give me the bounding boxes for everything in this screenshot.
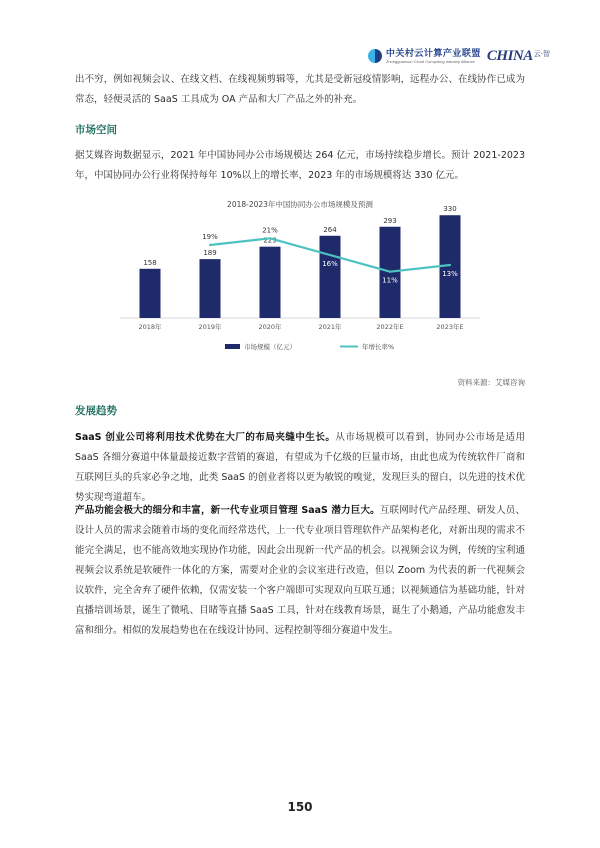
legend-bar-label: 市场规模（亿元） [244, 343, 296, 351]
china-logo-sup: 云·智 [533, 49, 550, 58]
bar-labels-group [143, 205, 456, 267]
bar-value-label-2: 229 [263, 236, 277, 245]
bar-2 [260, 247, 281, 318]
bar-0 [140, 269, 161, 318]
trend-paragraph-1-body: 从市场规模可以看到，协同办公市场是适用 SaaS 各细分赛道中体量最接近数字营销的赛道，有望成为千亿级的巨量市场，由此也成为传统软件厂商和互联网巨头的兵家必争之地，此类 SaaS 的创业者将以更为敏锐的嗅觉，发现巨头的留白，以先进的技术优势实现弯道超车。 [75, 432, 525, 503]
trend-paragraph-2-heading: 产品功能会极大的细分和丰富，新一代专业项目管理 SaaS 潜力巨大。 [75, 505, 380, 516]
x-tick-label-4: 2022年E [376, 323, 404, 331]
legend-line-label: 年增长率% [362, 343, 395, 351]
x-tick-label-2: 2020年 [258, 323, 282, 331]
alliance-logo-en: Zhongguancun Cloud Computing Industry Alliance [385, 58, 475, 64]
bar-1 [200, 259, 221, 318]
chart-legend [225, 342, 394, 351]
intro-paragraph: 出不穷，例如视频会议、在线文档、在线视频剪辑等，尤其是受新冠疫情影响，远程办公、在线协作已成为常态，轻便灵活的 SaaS 工具成为 OA 产品和大厂产品之外的补充。 [75, 74, 525, 105]
line-value-label-1: 19% [202, 233, 218, 241]
alliance-logo-icon [368, 49, 382, 63]
bars-group [140, 215, 461, 318]
x-ticks-group [138, 322, 463, 331]
chart-title: 2018-2023年中国协同办公市场规模及预测 [227, 200, 373, 209]
trend-paragraph-1 [75, 428, 525, 508]
market-paragraph: 据艾媒咨询数据显示，2021 年中国协同办公市场规模达 264 亿元，市场持续稳步增长。预计 2021-2023 年，中国协同办公行业将保持每年 10%以上的增长率，2023 年的市场规模将达 330 亿元。 [75, 150, 525, 181]
bar-3 [320, 236, 341, 318]
trend-paragraph-1-heading: SaaS 创业公司将利用技术优势在大厂的布局夹缝中生长。 [75, 432, 336, 443]
china-logo [487, 48, 550, 65]
china-logo-text: CHINA [486, 47, 533, 64]
trend-paragraph-2-body: 互联网时代产品经理、研发人员、设计人员的需求会随着市场的变化而经常迭代，上一代专业项目管理软件产品架构老化，对新出现的需求不能完全满足，也不能高效地实现协作功能，因此会出现新一代产品的机会。以视频会议为例，传统的宝利通视频会议系统是软硬件一体化的方案，需要对企业的会议室进行改造，但以 Zoom 为代表的新一代视频会议软件，完全舍弃了硬件依赖，仅需安装一个客户端即可实现双向互联互通；以视频通信为基础功能，针对直播培训场景，诞生了微吼、目睹等直播 SaaS 工具，针对在线教育场景，诞生了小鹅通，产品功能愈发丰富和细分。相似的发展趋势也在在线设计协同、远程控制等细分赛道中发生。 [75, 505, 525, 636]
bar-value-label-0: 158 [143, 258, 157, 267]
line-value-label-5: 13% [442, 270, 458, 278]
alliance-logo-cn: 中关村云计算产业联盟 [385, 48, 481, 59]
x-tick-label-1: 2019年 [198, 323, 222, 331]
alliance-logo [368, 49, 481, 64]
source-note: 资料来源：艾媒咨询 [457, 378, 525, 387]
header-logos [368, 44, 550, 68]
legend-bar-swatch [225, 344, 240, 349]
bar-value-label-1: 189 [203, 249, 217, 258]
x-tick-label-0: 2018年 [138, 323, 162, 331]
x-tick-label-5: 2023年E [436, 323, 464, 331]
trend-section-title: 发展趋势 [75, 405, 117, 417]
line-value-label-2: 21% [262, 226, 278, 235]
bar-value-label-3: 264 [323, 225, 337, 234]
bar-value-label-5: 330 [443, 205, 457, 214]
page-number: 150 [287, 800, 313, 814]
x-tick-label-3: 2021年 [318, 323, 342, 331]
market-size-chart [75, 195, 525, 370]
line-value-label-4: 11% [382, 276, 398, 285]
trend-paragraph-2 [75, 501, 525, 641]
bar-value-label-4: 293 [383, 216, 397, 225]
line-value-label-3: 16% [322, 260, 338, 268]
market-section-title: 市场空间 [75, 124, 117, 136]
